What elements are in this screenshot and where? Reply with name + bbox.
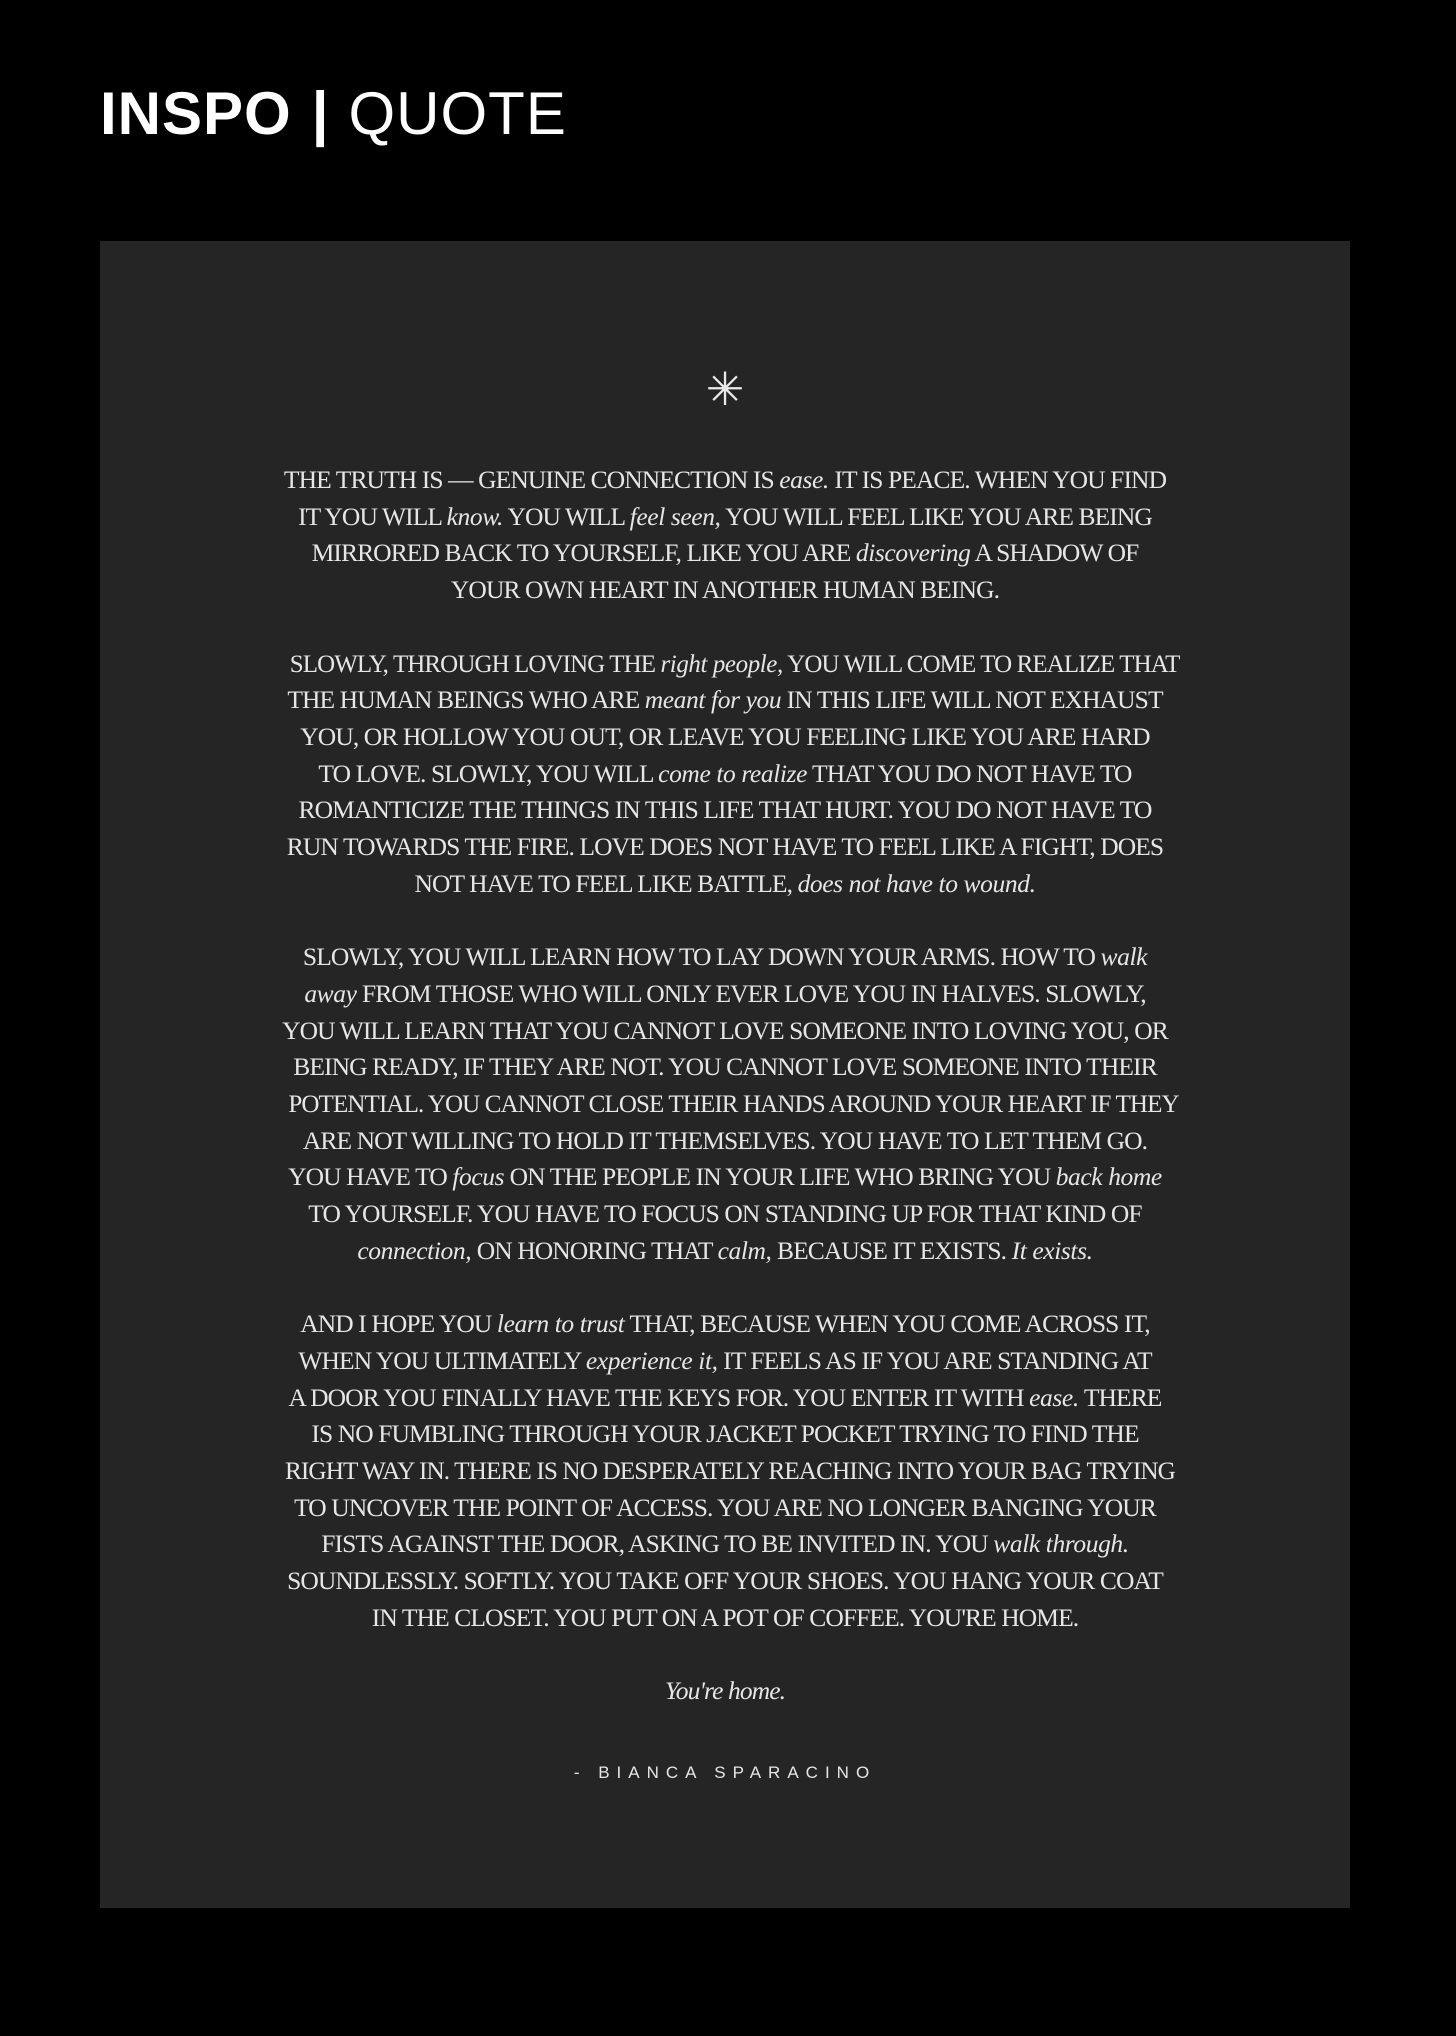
quote-text-segment: RUN TOWARDS THE FIRE. LOVE DOES NOT HAVE TO FEEL LIKE A FIGHT, DOES (286, 832, 1164, 862)
quote-line (280, 535, 1170, 572)
quote-italic-segment: discovering (855, 538, 971, 568)
quote-text-segment: THE TRUTH IS — GENUINE CONNECTION IS (283, 465, 780, 494)
quote-text-segment: ON HONORING THAT (471, 1235, 718, 1265)
quote-text-segment: FROM THOSE WHO WILL ONLY EVER LOVE YOU IN HALVES. SLOWLY, (356, 978, 1146, 1008)
quote-text-segment: ON THE PEOPLE IN YOUR LIFE WHO BRING YOU (504, 1162, 1056, 1192)
quote-line (280, 756, 1170, 793)
quote-italic-segment: does not have to wound. (797, 868, 1036, 898)
quote-text-segment: SOUNDLESSLY. SOFTLY. YOU TAKE OFF YOUR SHOES. YOU HANG YOUR COAT (287, 1566, 1163, 1596)
quote-line (280, 1600, 1170, 1637)
quote-text-segment: IS NO FUMBLING THROUGH YOUR JACKET POCKET TRYING TO FIND THE (311, 1419, 1139, 1449)
quote-line (280, 1343, 1170, 1380)
quote-paragraph-2 (280, 646, 1180, 903)
quote-italic-segment: back home (1055, 1162, 1162, 1192)
quote-paragraphs (280, 462, 1180, 1636)
quote-line (280, 1416, 1170, 1453)
header-separator: | (311, 80, 329, 147)
quote-italic-segment: calm, (717, 1235, 772, 1265)
quote-italic-segment: feel seen, (629, 501, 721, 531)
quote-body (280, 462, 1180, 1747)
header-title-inspo: INSPO (100, 80, 292, 147)
header-title-quote: QUOTE (348, 80, 567, 147)
quote-text-segment: NOT HAVE TO FEEL LIKE BATTLE, (414, 868, 798, 898)
quote-line (288, 1086, 1179, 1123)
quote-line (280, 1526, 1170, 1563)
quote-card (100, 241, 1350, 1908)
quote-text-segment: IT YOU WILL (298, 501, 447, 531)
quote-italic-segment: It exists. (1011, 1235, 1093, 1265)
quote-italic-segment: meant for you (644, 685, 782, 715)
quote-text-segment: FISTS AGAINST THE DOOR, ASKING TO BE INVITED IN. YOU (321, 1529, 994, 1559)
quote-italic-segment: away (304, 978, 357, 1008)
quote-line (280, 939, 1170, 976)
quote-line (280, 1233, 1170, 1270)
quote-line (280, 682, 1170, 719)
quote-paragraph-3 (280, 939, 1179, 1269)
quote-text-segment: YOU WILL LEARN THAT YOU CANNOT LOVE SOMEONE INTO LOVING YOU, OR (282, 1015, 1168, 1045)
quote-line (280, 1306, 1170, 1343)
quote-text-segment: ROMANTICIZE THE THINGS IN THIS LIFE THAT HURT. YOU DO NOT HAVE TO (298, 795, 1152, 825)
quote-text-segment: RIGHT WAY IN. THERE IS NO DESPERATELY REACHING INTO YOUR BAG TRYING (284, 1455, 1175, 1485)
quote-line (280, 792, 1170, 829)
quote-text-segment: THE HUMAN BEINGS WHO ARE (287, 685, 645, 715)
quote-italic-segment: come to realize (658, 758, 807, 788)
quote-line (280, 1013, 1170, 1050)
quote-paragraph-1 (280, 462, 1170, 609)
quote-text-segment: AND I HOPE YOU (300, 1309, 497, 1339)
quote-paragraph-4 (280, 1306, 1175, 1636)
quote-text-segment: YOU WILL (502, 501, 630, 531)
quote-text-segment: YOU, OR HOLLOW YOU OUT, OR LEAVE YOU FEELING LIKE YOU ARE HARD (300, 721, 1150, 751)
quote-italic-segment: know. (446, 501, 503, 531)
quote-text-segment: IT FEELS AS IF YOU ARE STANDING AT (717, 1345, 1152, 1375)
quote-line (280, 1563, 1170, 1600)
quote-text-segment: WHEN YOU ULTIMATELY (298, 1345, 586, 1375)
quote-line (280, 719, 1170, 756)
quote-text-segment: YOU HAVE TO (288, 1162, 453, 1192)
quote-text-segment: POTENTIAL. YOU CANNOT CLOSE THEIR HANDS AROUND YOUR HEART IF THEY (288, 1088, 1179, 1118)
quote-text-segment: YOU WILL COME TO REALIZE THAT (782, 648, 1180, 678)
quote-text-segment: SLOWLY, THROUGH LOVING THE (289, 648, 661, 678)
quote-text-segment: IN THE CLOSET. YOU PUT ON A POT OF COFFEE. YOU'RE HOME. (371, 1602, 1079, 1632)
quote-line (280, 866, 1170, 903)
quote-italic-segment: focus (452, 1162, 505, 1192)
page-header (100, 74, 567, 154)
quote-line (280, 1380, 1170, 1417)
quote-line (280, 1049, 1170, 1086)
quote-text-segment: TO LOVE. SLOWLY, YOU WILL (318, 758, 659, 788)
quote-text-segment: IT IS PEACE. WHEN YOU FIND (828, 465, 1167, 494)
quote-line (280, 499, 1170, 536)
asterisk-ornament-icon: ✳ (705, 362, 745, 416)
quote-italic-segment: connection, (357, 1235, 472, 1265)
quote-line (280, 829, 1170, 866)
quote-line (284, 1453, 1175, 1490)
quote-italic-segment: walk (1100, 942, 1148, 972)
quote-line (280, 462, 1170, 499)
quote-text-segment: ARE NOT WILLING TO HOLD IT THEMSELVES. YOU HAVE TO LET THEM GO. (302, 1125, 1148, 1155)
quote-text-segment: TO YOURSELF. YOU HAVE TO FOCUS ON STANDING UP FOR THAT KIND OF (308, 1199, 1142, 1229)
quote-italic-segment: learn to trust (496, 1309, 625, 1339)
quote-text-segment: BECAUSE IT EXISTS. (771, 1235, 1012, 1265)
quote-italic-segment: experience it, (585, 1345, 718, 1375)
quote-line (280, 572, 1170, 609)
quote-text-segment: THAT, BECAUSE WHEN YOU COME ACROSS IT, (624, 1309, 1150, 1339)
quote-italic-segment: right people, (660, 648, 783, 678)
quote-text-segment: YOUR OWN HEART IN ANOTHER HUMAN BEING. (450, 575, 1000, 605)
quote-text-segment: THERE (1078, 1382, 1162, 1412)
quote-line (280, 1490, 1170, 1527)
quote-text-segment: MIRRORED BACK TO YOURSELF, LIKE YOU ARE (311, 538, 856, 568)
quote-text-segment: TO UNCOVER THE POINT OF ACCESS. YOU ARE NO LONGER BANGING YOUR (294, 1492, 1156, 1522)
quote-italic-segment: walk through. (993, 1529, 1129, 1559)
quote-line (289, 646, 1180, 683)
quote-closing-line: You're home. (664, 1676, 786, 1706)
quote-italic-segment: ease. (1029, 1382, 1079, 1412)
quote-line (280, 976, 1170, 1013)
quote-line (280, 1196, 1170, 1233)
quote-author: - BIANCA SPARACINO (573, 1763, 877, 1782)
quote-text-segment: SLOWLY, YOU WILL LEARN HOW TO LAY DOWN YOUR ARMS. HOW TO (302, 942, 1101, 972)
quote-text-segment: BEING READY, IF THEY ARE NOT. YOU CANNOT LOVE SOMEONE INTO THEIR (293, 1052, 1157, 1082)
quote-text-segment: THAT YOU DO NOT HAVE TO (807, 758, 1132, 788)
quote-text-segment: YOU WILL FEEL LIKE YOU ARE BEING (720, 501, 1152, 531)
quote-italic-segment: ease. (779, 465, 829, 494)
quote-line (280, 1159, 1170, 1196)
quote-line (280, 1123, 1170, 1160)
quote-text-segment: A DOOR YOU FINALLY HAVE THE KEYS FOR. YOU ENTER IT WITH (288, 1382, 1030, 1412)
quote-text-segment: IN THIS LIFE WILL NOT EXHAUST (781, 685, 1163, 715)
quote-text-segment: A SHADOW OF (970, 538, 1139, 568)
